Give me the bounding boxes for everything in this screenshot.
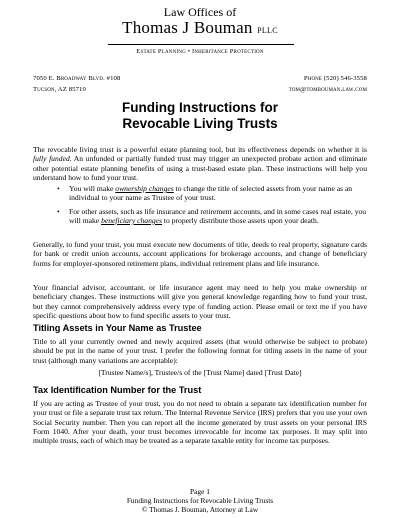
bullet-emphasis: beneficiary changes	[101, 215, 163, 225]
bullet-item	[33, 207, 367, 226]
bullet-item	[33, 184, 367, 203]
intro-text-a: The revocable living trust is a powerful estate planning tool, but its effectiveness depends on whether it is	[33, 145, 367, 154]
bullet-text-a: You will make	[69, 184, 116, 193]
bullet-list	[33, 184, 367, 229]
page-footer	[100, 487, 300, 514]
letterhead-rule	[108, 44, 294, 45]
title-line2: Revocable Living Trusts	[122, 116, 278, 131]
section-text-titling: Title to all your currently owned and newly acquired assets (that would otherwise be subject to probate) should be put in the name of your trust. I prefer the following format for titling assets in the name of your trust (although many variations are acceptable):	[33, 337, 367, 365]
bullet-emphasis: ownership changes	[115, 184, 174, 193]
firm-suffix: PLLC	[257, 26, 278, 35]
title-line1: Funding Instructions for	[122, 100, 278, 115]
bullet-dot: •	[57, 184, 60, 193]
firm-name	[100, 19, 300, 40]
intro-paragraph	[33, 145, 367, 182]
firm-name-text: Thomas J Bouman	[122, 18, 253, 37]
bullet-text-a: For other assets, such as life insurance and retirement accounts, and in some cases real estate, you will make	[69, 206, 367, 225]
section-text-tax-id: If you are acting as Trustee of your trust, you do not need to obtain a separate tax identification number for your trust or file a separate trust tax return. The Internal Revenue Service (IRS) prefers that you use your own Social Security number. Then you can report all the income generated by trust assets on your personal IRS Form 1040. After your death, your trust becomes irrevocable for income tax purposes. It may split into multiple trusts, each of which may be treated as a separate taxable entity for income tax purposes.	[33, 399, 367, 446]
address-line2: Tucson, AZ 85710	[33, 86, 86, 93]
page-number: Page 1	[190, 487, 210, 496]
firm-address	[33, 73, 120, 95]
bullet-text-b: to properly distribute those assets upon your death.	[162, 215, 319, 225]
email-address: tom@tombouman.law.com	[288, 86, 367, 93]
section-heading-titling: Titling Assets in Your Name as Trustee	[33, 323, 202, 333]
footer-copyright: © Thomas J. Bouman, Attorney at Law	[141, 505, 259, 514]
intro-text-b: . An unfunded or partially funded trust may trigger an unexpected probate action and eliminate other potential estate planning benefits of using a trust-based estate plan. These instructions will help you understand how to fund your trust.	[33, 154, 367, 182]
firm-letterhead	[100, 6, 300, 40]
paragraph-advisor: Your financial advisor, accountant, or life insurance agent may need to help you make ownership or beneficiary changes. These instructions will give you general knowledge regarding how to fund your trust, but they cannot comprehensively address every type of funding action. Please email or text me if you have specific questions about how to fund specific assets to your trust.	[33, 283, 367, 320]
firm-line1: Law Offices of	[163, 5, 237, 19]
firm-tagline: Estate Planning • Inheritance Protection	[136, 48, 264, 55]
address-line1: 7050 E. Broadway Blvd. #108	[33, 75, 121, 82]
firm-contact	[289, 73, 367, 95]
bullet-dot: •	[57, 206, 60, 216]
paragraph-funding: Generally, to fund your trust, you must execute new documents of title, deeds to real property, signature cards for bank or credit union accounts, account applications for brokerage accounts, and change of beneficiary forms for employer-sponsored retirement plans, individual retirement plans and life insurance.	[33, 240, 367, 268]
section-heading-tax-id: Tax Identification Number for the Trust	[33, 385, 202, 395]
title-format-line: [Trustee Name/s], Trustee/s of the [Trust Name] dated [Trust Date]	[98, 368, 302, 377]
footer-doc-title: Funding Instructions for Revocable Living Trusts	[126, 496, 274, 505]
bullet-text-b: to change the title of selected assets from your name as an individual to your name as Trustee of your trust.	[69, 184, 353, 203]
intro-emphasis: fully funded	[33, 154, 70, 164]
phone-number: Phone (520) 546-3558	[303, 75, 367, 82]
document-title	[60, 100, 340, 132]
